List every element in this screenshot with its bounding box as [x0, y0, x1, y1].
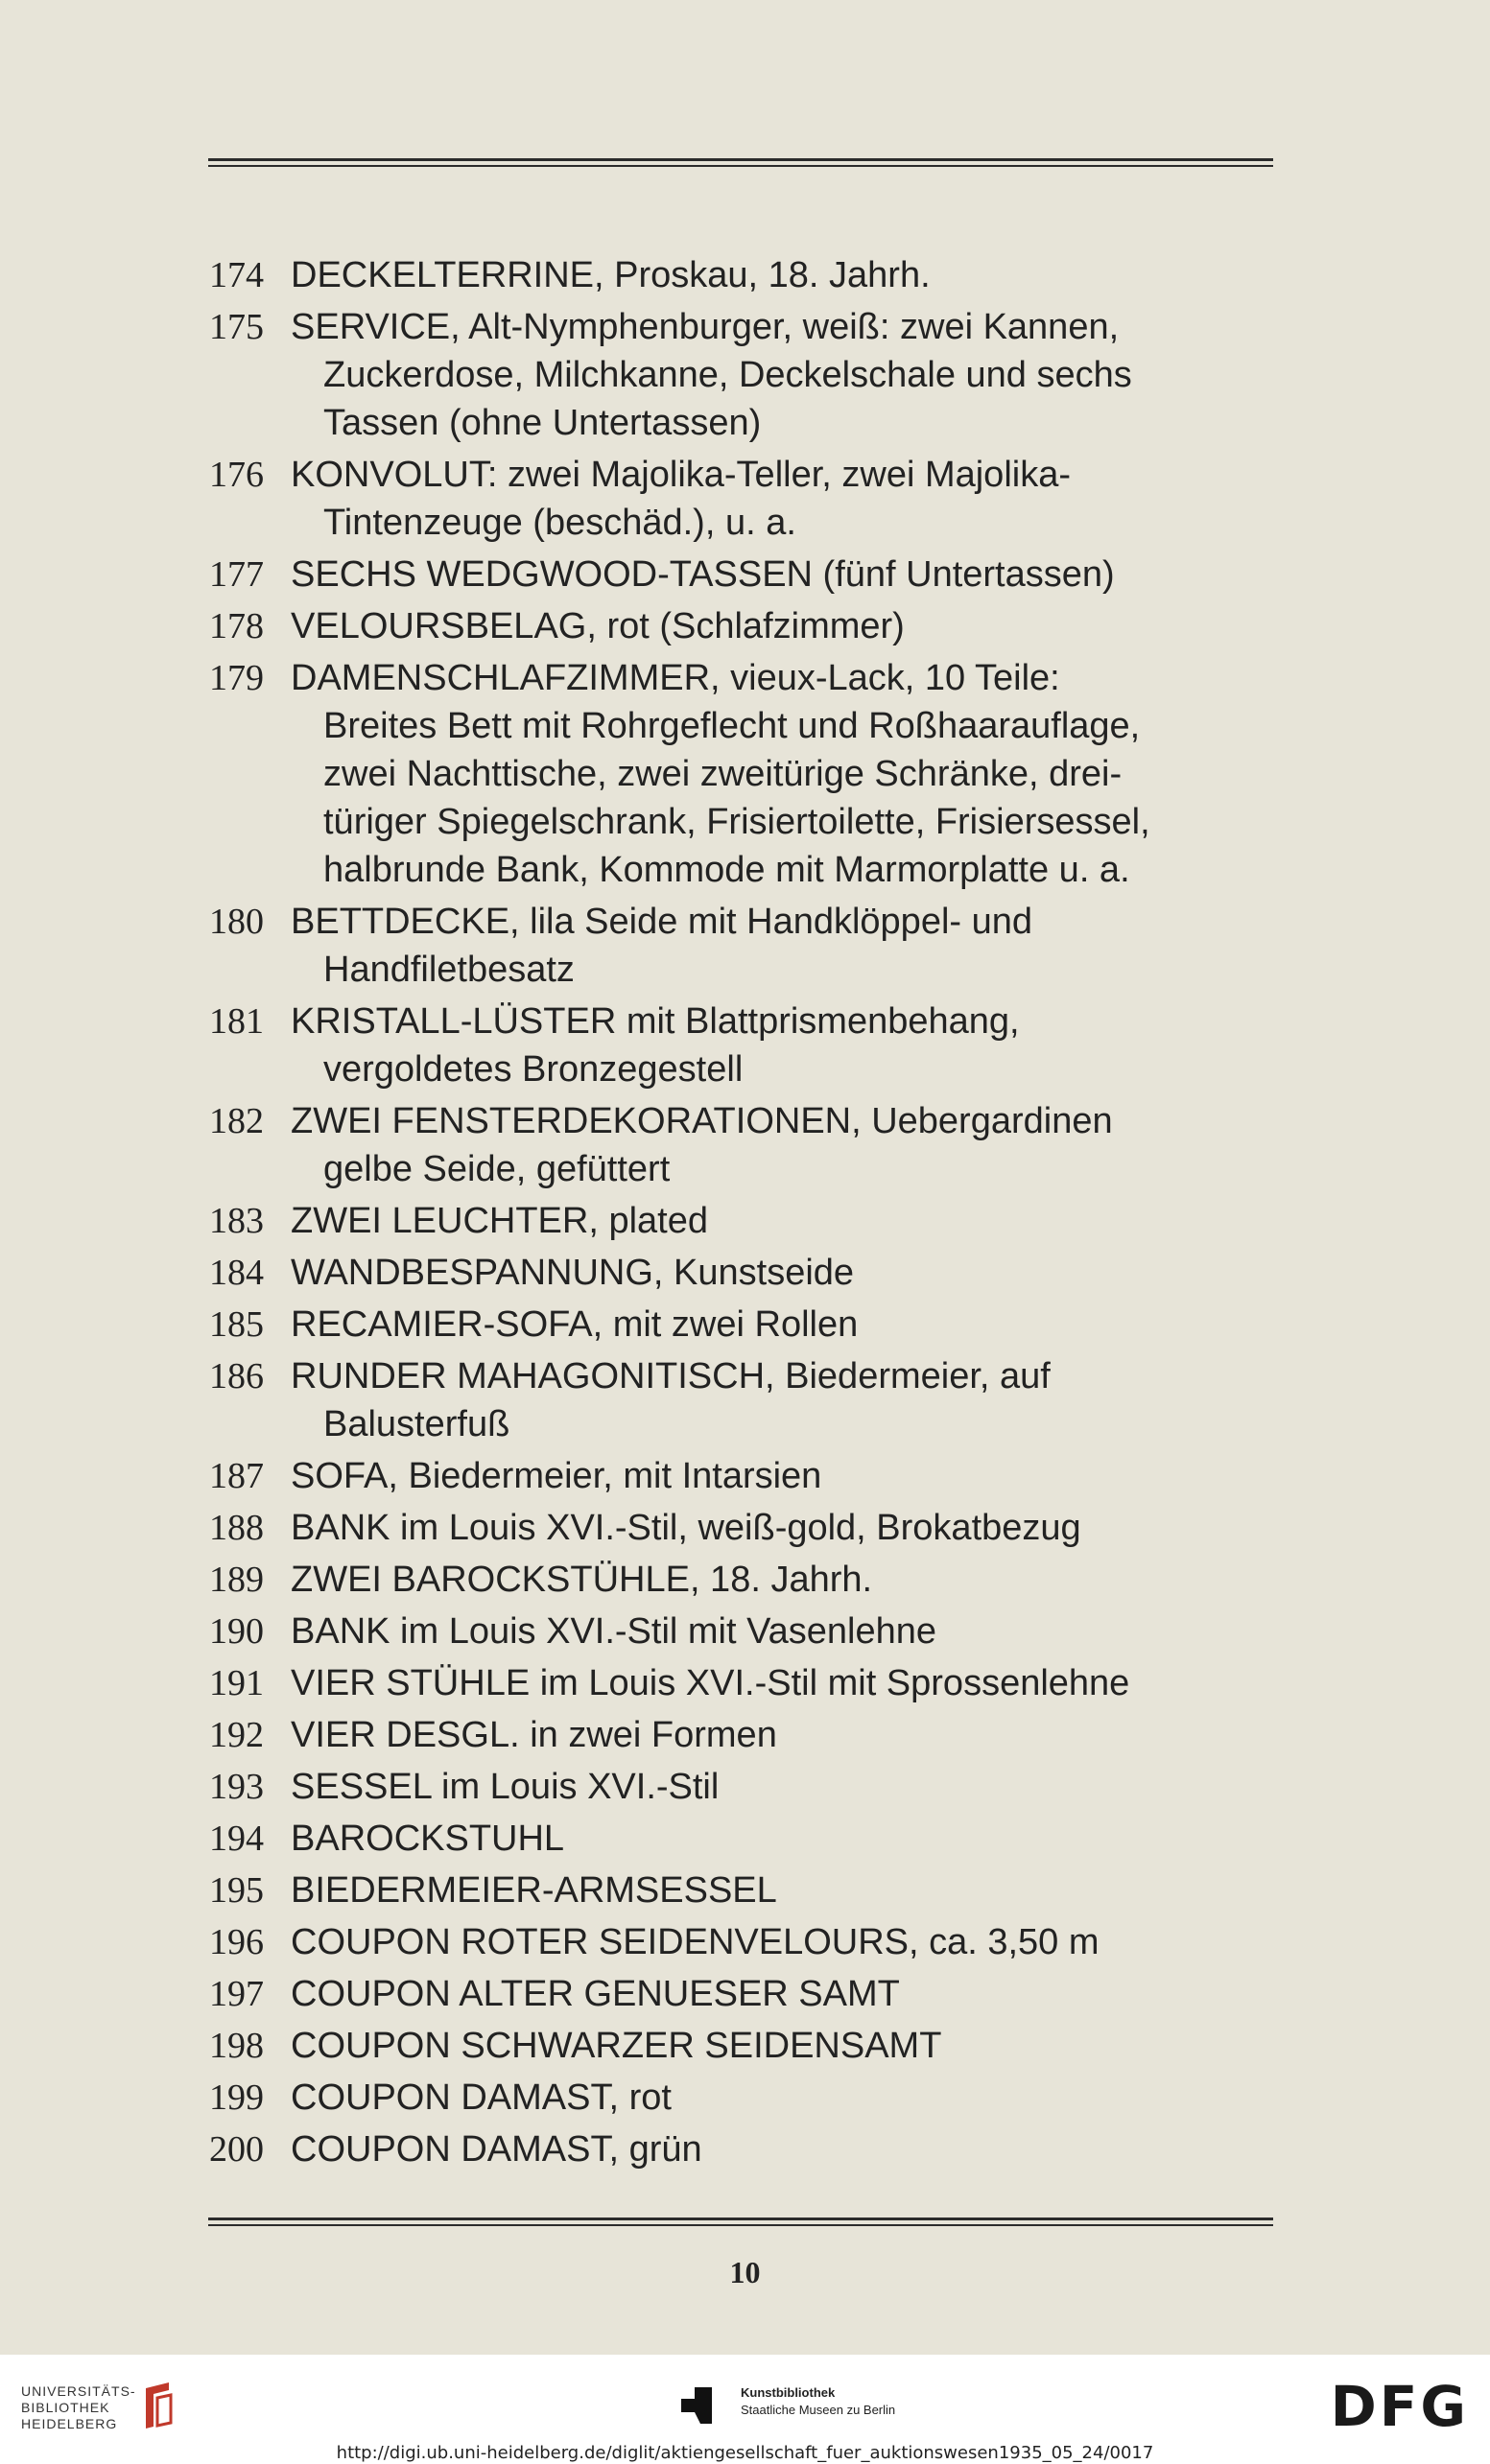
lot-list — [197, 251, 1281, 2177]
lot-title-line: SESSEL im Louis XVI.-Stil — [291, 1767, 720, 1807]
university-library-label[interactable]: UNIVERSITÄTS- BIBLIOTHEK HEIDELBERG — [21, 2383, 136, 2431]
lot-number: 176 — [209, 455, 264, 495]
lot-description — [291, 1197, 1281, 1245]
top-double-rule — [208, 158, 1273, 167]
lot-title-line: COUPON DAMAST, grün — [291, 2129, 702, 2170]
lot-title-line: WANDBESPANNUNG, Kunstseide — [291, 1253, 855, 1293]
lot-entry — [197, 1556, 1281, 1604]
lot-title-line: COUPON DAMAST, rot — [291, 2077, 672, 2118]
lot-continuation-line: vergoldetes Bronzegestell — [323, 1049, 744, 1090]
lot-entry — [197, 2022, 1281, 2070]
lot-entry — [197, 2125, 1281, 2173]
lot-title-line: COUPON ROTER SEIDENVELOURS, ca. 3,50 m — [291, 1922, 1100, 1962]
lot-number: 197 — [209, 1974, 264, 2014]
lot-continuation-line: Breites Bett mit Rohrgeflecht und Roßhaarauflage, — [323, 706, 1141, 746]
lot-description — [291, 1452, 1281, 1500]
lot-continuation-line: halbrunde Bank, Kommode mit Marmorplatte u. a. — [323, 850, 1130, 890]
lot-number: 190 — [209, 1611, 264, 1652]
lot-number: 177 — [209, 554, 264, 595]
lot-entry — [197, 997, 1281, 1093]
lot-entry — [197, 2074, 1281, 2122]
lot-number: 192 — [209, 1715, 264, 1755]
lot-number: 186 — [209, 1356, 264, 1396]
lot-number: 188 — [209, 1508, 264, 1548]
lot-entry — [197, 1607, 1281, 1655]
lot-number: 182 — [209, 1101, 264, 1141]
lot-entry — [197, 1249, 1281, 1297]
university-library-logo-icon[interactable] — [142, 2379, 175, 2434]
lot-entry — [197, 251, 1281, 299]
lot-entry — [197, 1970, 1281, 2018]
lot-title-line: BANK im Louis XVI.-Stil mit Vasenlehne — [291, 1611, 937, 1652]
lot-title-line: SERVICE, Alt-Nymphenburger, weiß: zwei Kannen, — [291, 307, 1120, 347]
dfg-logo[interactable]: DFG — [1330, 2374, 1469, 2439]
lot-description — [291, 1659, 1281, 1707]
lot-continuation-line: Handfiletbesatz — [323, 950, 575, 990]
lot-entry — [197, 1301, 1281, 1349]
bottom-double-rule — [208, 2218, 1273, 2226]
lot-title-line: VIER DESGL. in zwei Formen — [291, 1715, 777, 1755]
lot-number: 193 — [209, 1767, 264, 1807]
lot-continuation-line: zwei Nachttische, zwei zweitürige Schränke, drei- — [323, 754, 1123, 794]
lot-entry — [197, 1352, 1281, 1448]
lot-title-line: RECAMIER-SOFA, mit zwei Rollen — [291, 1304, 859, 1345]
lot-title-line: KRISTALL-LÜSTER mit Blattprismenbehang, — [291, 1001, 1020, 1042]
lot-entry — [197, 1866, 1281, 1914]
lot-description — [291, 1249, 1281, 1297]
lot-number: 183 — [209, 1201, 264, 1241]
lot-title-line: SECHS WEDGWOOD-TASSEN (fünf Untertassen) — [291, 554, 1115, 595]
lot-description — [291, 1815, 1281, 1863]
kunstbibliothek-logo-icon[interactable] — [681, 2387, 712, 2424]
lot-number: 179 — [209, 658, 264, 698]
lot-entry — [197, 1504, 1281, 1552]
lot-title-line: ZWEI FENSTERDEKORATIONEN, Uebergardinen — [291, 1101, 1113, 1141]
lot-continuation-line: Tintenzeuge (beschäd.), u. a. — [323, 503, 796, 543]
lot-title-line: KONVOLUT: zwei Majolika-Teller, zwei Majolika- — [291, 455, 1071, 495]
lot-title-line: COUPON SCHWARZER SEIDENSAMT — [291, 2026, 942, 2066]
lot-number: 189 — [209, 1560, 264, 1600]
lot-description — [291, 2074, 1281, 2122]
lot-number: 194 — [209, 1819, 264, 1859]
lot-title-line: DAMENSCHLAFZIMMER, vieux-Lack, 10 Teile: — [291, 658, 1060, 698]
lot-continuation-line: türiger Spiegelschrank, Frisiertoilette, Frisiersessel, — [323, 802, 1150, 842]
lot-title-line: BIEDERMEIER-ARMSESSEL — [291, 1870, 777, 1911]
kunstbibliothek-label[interactable]: Kunstbibliothek Staatliche Museen zu Berlin — [741, 2385, 896, 2417]
lot-number: 178 — [209, 606, 264, 646]
lot-number: 191 — [209, 1663, 264, 1703]
lot-number: 199 — [209, 2077, 264, 2118]
lot-description — [291, 451, 1281, 547]
lot-number: 200 — [209, 2129, 264, 2170]
lot-title-line: VIER STÜHLE im Louis XVI.-Stil mit Sprossenlehne — [291, 1663, 1130, 1703]
lot-description — [291, 2022, 1281, 2070]
lot-description — [291, 1711, 1281, 1759]
source-url[interactable]: http://digi.ub.uni-heidelberg.de/diglit/aktiengesellschaft_fuer_auktionswesen1935_05_24/0017 — [336, 2443, 1154, 2463]
lot-number: 175 — [209, 307, 264, 347]
lot-title-line: RUNDER MAHAGONITISCH, Biedermeier, auf — [291, 1356, 1051, 1396]
lot-title-line: VELOURSBELAG, rot (Schlafzimmer) — [291, 606, 905, 646]
lot-description — [291, 303, 1281, 447]
lot-title-line: ZWEI BAROCKSTÜHLE, 18. Jahrh. — [291, 1560, 873, 1600]
lot-description — [291, 2125, 1281, 2173]
lot-continuation-line: Tassen (ohne Untertassen) — [323, 403, 762, 443]
lot-description — [291, 1352, 1281, 1448]
lot-description — [291, 1866, 1281, 1914]
lot-description — [291, 1607, 1281, 1655]
lot-entry — [197, 1918, 1281, 1966]
lot-entry — [197, 1197, 1281, 1245]
lot-description — [291, 1097, 1281, 1193]
lot-entry — [197, 1097, 1281, 1193]
lot-entry — [197, 1711, 1281, 1759]
lot-description — [291, 1504, 1281, 1552]
lot-title-line: BAROCKSTUHL — [291, 1819, 565, 1859]
lot-continuation-line: Zuckerdose, Milchkanne, Deckelschale und sechs — [323, 355, 1132, 395]
lot-description — [291, 251, 1281, 299]
lot-description — [291, 1918, 1281, 1966]
lot-title-line: DECKELTERRINE, Proskau, 18. Jahrh. — [291, 255, 931, 295]
lot-description — [291, 1556, 1281, 1604]
lot-description — [291, 997, 1281, 1093]
lot-title-line: COUPON ALTER GENUESER SAMT — [291, 1974, 900, 2014]
page-number: 10 — [729, 2255, 761, 2289]
lot-number: 196 — [209, 1922, 264, 1962]
lot-description — [291, 654, 1281, 894]
lot-continuation-line: gelbe Seide, gefüttert — [323, 1149, 671, 1189]
lot-description — [291, 551, 1281, 598]
lot-description — [291, 1763, 1281, 1811]
lot-entry — [197, 602, 1281, 650]
lot-entry — [197, 1763, 1281, 1811]
lot-title-line: ZWEI LEUCHTER, plated — [291, 1201, 708, 1241]
lot-continuation-line: Balusterfuß — [323, 1404, 510, 1444]
lot-number: 184 — [209, 1253, 264, 1293]
lot-number: 180 — [209, 902, 264, 942]
lot-number: 198 — [209, 2026, 264, 2066]
lot-entry — [197, 451, 1281, 547]
lot-entry — [197, 1815, 1281, 1863]
lot-title-line: SOFA, Biedermeier, mit Intarsien — [291, 1456, 822, 1496]
lot-description — [291, 602, 1281, 650]
lot-entry — [197, 654, 1281, 894]
lot-description — [291, 1301, 1281, 1349]
lot-number: 195 — [209, 1870, 264, 1911]
lot-entry — [197, 1452, 1281, 1500]
lot-description — [291, 898, 1281, 994]
lot-title-line: BETTDECKE, lila Seide mit Handklöppel- und — [291, 902, 1033, 942]
lot-number: 174 — [209, 255, 264, 295]
lot-description — [291, 1970, 1281, 2018]
lot-number: 187 — [209, 1456, 264, 1496]
lot-entry — [197, 303, 1281, 447]
lot-entry — [197, 898, 1281, 994]
lot-number: 185 — [209, 1304, 264, 1345]
lot-title-line: BANK im Louis XVI.-Stil, weiß-gold, Brokatbezug — [291, 1508, 1081, 1548]
lot-entry — [197, 1659, 1281, 1707]
lot-number: 181 — [209, 1001, 264, 1042]
lot-entry — [197, 551, 1281, 598]
